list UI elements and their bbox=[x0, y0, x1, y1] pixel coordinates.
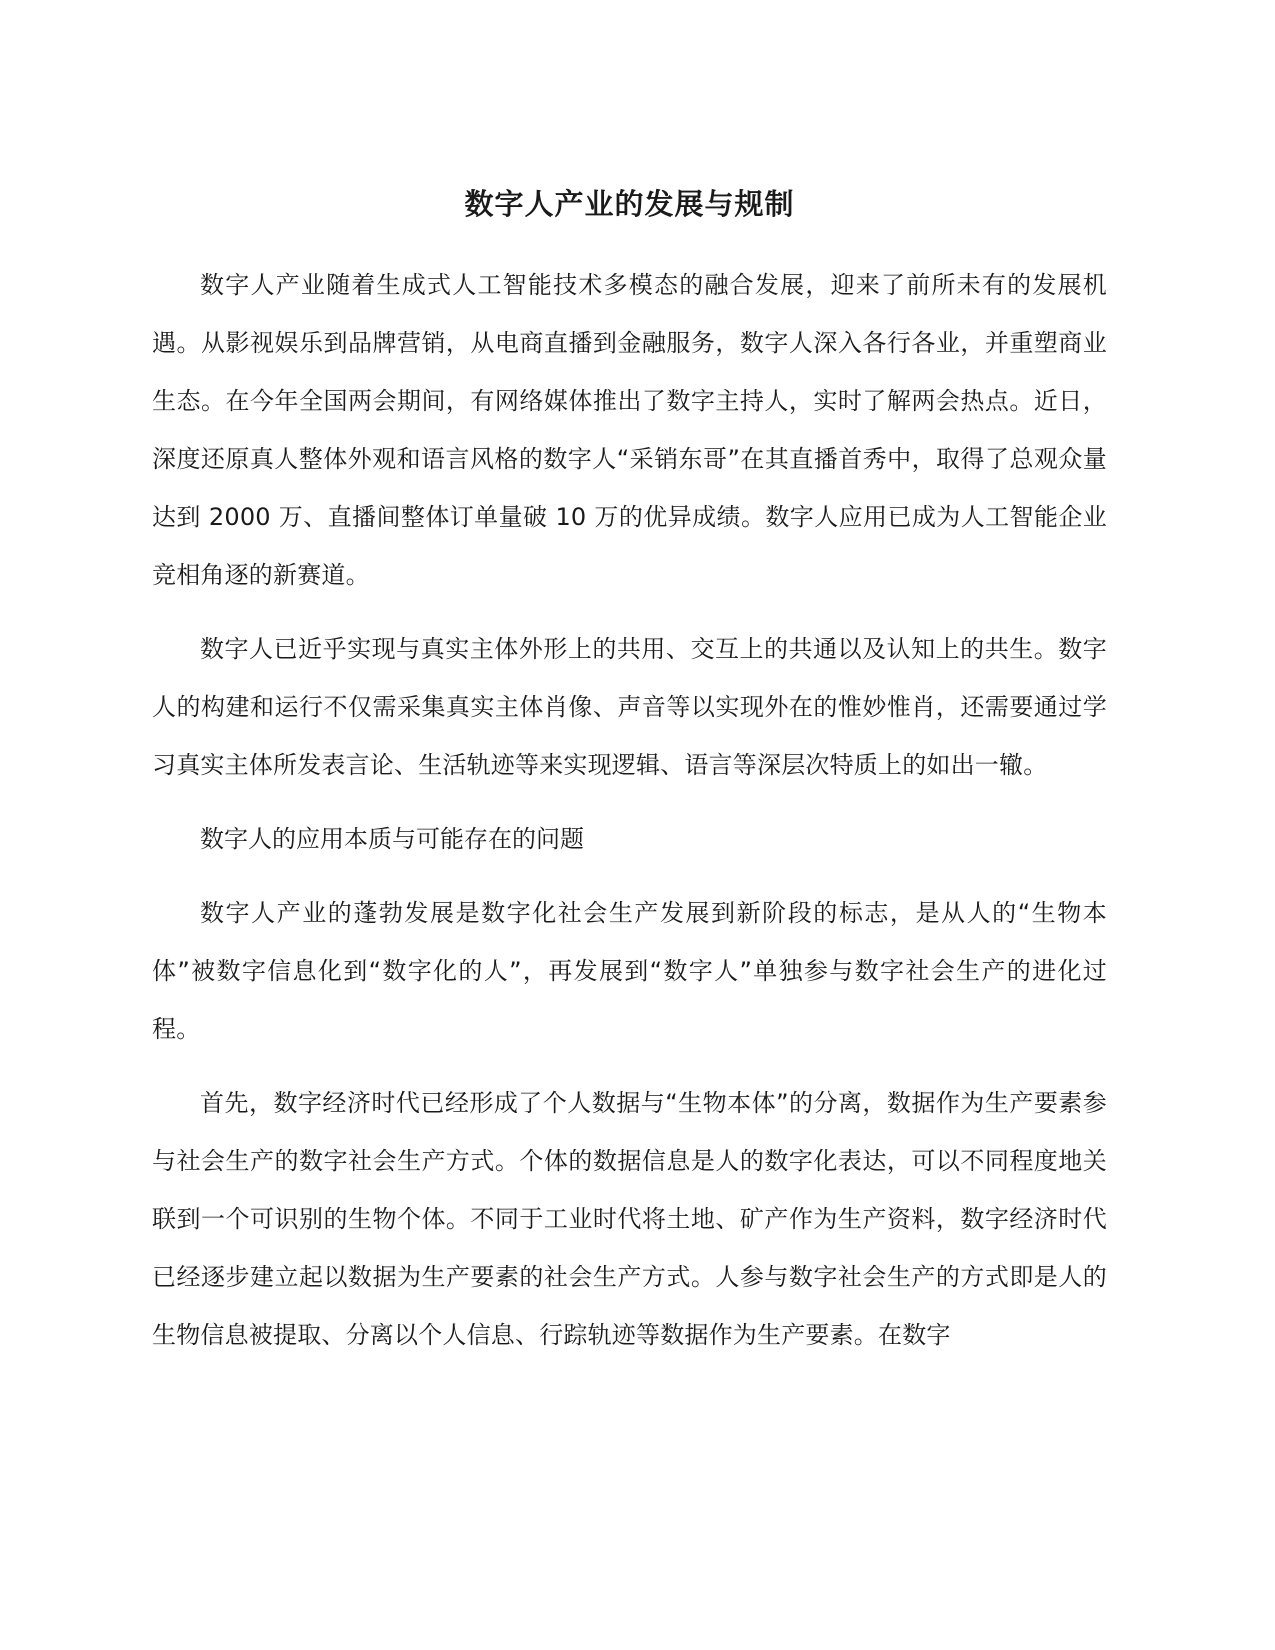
paragraph-essence: 数字人产业的蓬勃发展是数字化社会生产发展到新阶段的标志，是从人的“生物本体”被数字信息化到“数字化的人”，再发展到“数字人”单独参与数字社会生产的进化过程。 bbox=[152, 899, 1107, 1043]
paragraph-intro: 数字人产业随着生成式人工智能技术多模态的融合发展，迎来了前所未有的发展机遇。从影视娱乐到品牌营销，从电商直播到金融服务，数字人深入各行各业，并重塑商业生态。在今年全国两会期间，有网络媒体推出了数字主持人，实时了解两会热点。近日，深度还原真人整体外观和语言风格的数字人“采销东哥”在其直播首秀中，取得了总观众量达到 2000 万、直播间整体订单量破 10 万的优异成绩。数字人应用已成为人工智能企业竞相角逐的新赛道。 bbox=[152, 271, 1107, 589]
page-title: 数字人产业的发展与规制 bbox=[464, 187, 795, 221]
document-page bbox=[152, 180, 1107, 1380]
paragraph-characteristics: 数字人已近乎实现与真实主体外形上的共用、交互上的共通以及认知上的共生。数字人的构建和运行不仅需采集真实主体肖像、声音等以实现外在的惟妙惟肖，还需要通过学习真实主体所发表言论、生活轨迹等来实现逻辑、语言等深层次特质上的如出一辙。 bbox=[152, 635, 1107, 779]
paragraph-first-point: 首先，数字经济时代已经形成了个人数据与“生物本体”的分离，数据作为生产要素参与社会生产的数字社会生产方式。个体的数据信息是人的数字化表达，可以不同程度地关联到一个可识别的生物个体。不同于工业时代将土地、矿产作为生产资料，数字经济时代已经逐步建立起以数据为生产要素的社会生产方式。人参与数字社会生产的方式即是人的生物信息被提取、分离以个人信息、行踪轨迹等数据作为生产要素。在数字 bbox=[152, 1089, 1107, 1349]
section-heading: 数字人的应用本质与可能存在的问题 bbox=[200, 825, 584, 853]
